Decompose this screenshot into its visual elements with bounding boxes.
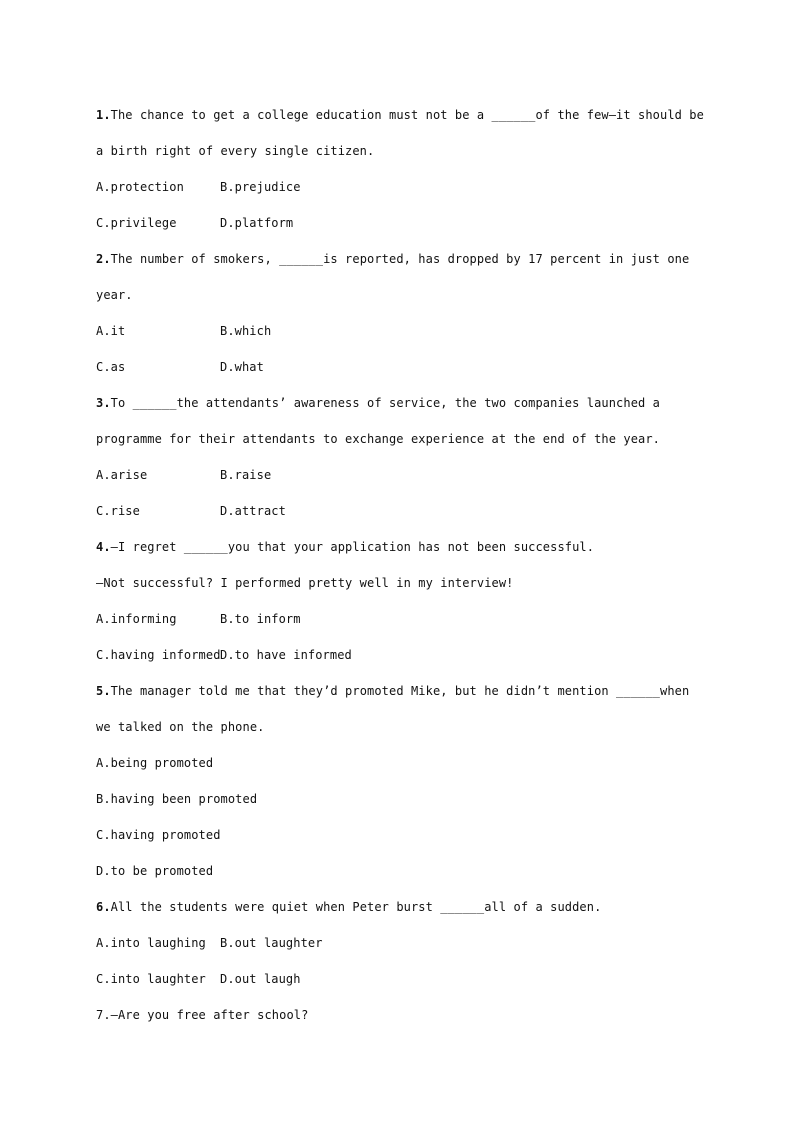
question-text: The number of smokers, ______is reported, has dropped by 17 percent in just one [110,252,690,266]
question-4-options-row-1 [96,610,696,628]
question-1-line-2: a birth right of every single citizen. [96,144,375,158]
question-3-line-2: programme for their attendants to exchange experience at the end of the year. [96,432,660,446]
question-number: 7. [96,1008,111,1022]
question-3-line-1 [96,394,696,412]
question-number: 6. [96,900,111,914]
question-2-line-2: year. [96,288,133,302]
question-number: 1. [96,108,111,122]
question-4-line-1 [96,538,696,556]
question-6-options-row-2 [96,970,696,988]
question-number: 3. [96,396,111,410]
question-5-line-2: we talked on the phone. [96,720,265,734]
option-a: A.informing [96,612,177,626]
question-3-options-row-2 [96,502,696,520]
question-text: All the students were quiet when Peter burst ______all of a sudden. [110,900,602,914]
question-5-line-1 [96,682,696,700]
option-a: A.it [96,324,126,338]
option-d: D.platform [220,216,294,230]
question-5-option-d: D.to be promoted [96,864,214,878]
question-number: 4. [96,540,111,554]
question-4-line-2: —Not successful? I performed pretty well in my interview! [96,576,514,590]
option-b: B.raise [220,468,272,482]
question-6-line-1 [96,898,696,916]
option-c: C.having informed [96,648,221,662]
option-c: C.rise [96,504,140,518]
question-5-option-b: B.having been promoted [96,792,258,806]
question-5-option-a: A.being promoted [96,756,214,770]
option-a: A.into laughing [96,936,206,950]
option-c: C.into laughter [96,972,206,986]
question-1-options-row-2 [96,214,696,232]
option-b: B.which [220,324,272,338]
question-text: The chance to get a college education must not be a ______of the few—it should be [110,108,704,122]
option-d: D.what [220,360,264,374]
question-7-line-1 [96,1006,696,1024]
question-3-options-row-1 [96,466,696,484]
option-a: A.protection [96,180,184,194]
question-5-option-c: C.having promoted [96,828,221,842]
question-text: —I regret ______you that your application has not been successful. [110,540,595,554]
question-text: The manager told me that they’d promoted Mike, but he didn’t mention ______when [110,684,690,698]
question-1-line-1 [96,106,704,124]
option-b: B.to inform [220,612,301,626]
option-b: B.prejudice [220,180,301,194]
question-number: 5. [96,684,111,698]
question-2-line-1 [96,250,696,268]
question-1-options-row-1 [96,178,696,196]
option-c: C.as [96,360,126,374]
question-text: To ______the attendants’ awareness of service, the two companies launched a [110,396,661,410]
question-6-options-row-1 [96,934,696,952]
option-a: A.arise [96,468,148,482]
question-2-options-row-2 [96,358,696,376]
option-b: B.out laughter [220,936,323,950]
option-d: D.to have informed [220,648,352,662]
option-d: D.out laugh [220,972,301,986]
question-number: 2. [96,252,111,266]
option-c: C.privilege [96,216,177,230]
question-2-options-row-1 [96,322,696,340]
option-d: D.attract [220,504,286,518]
question-text: —Are you free after school? [110,1008,309,1022]
question-4-options-row-2 [96,646,696,664]
